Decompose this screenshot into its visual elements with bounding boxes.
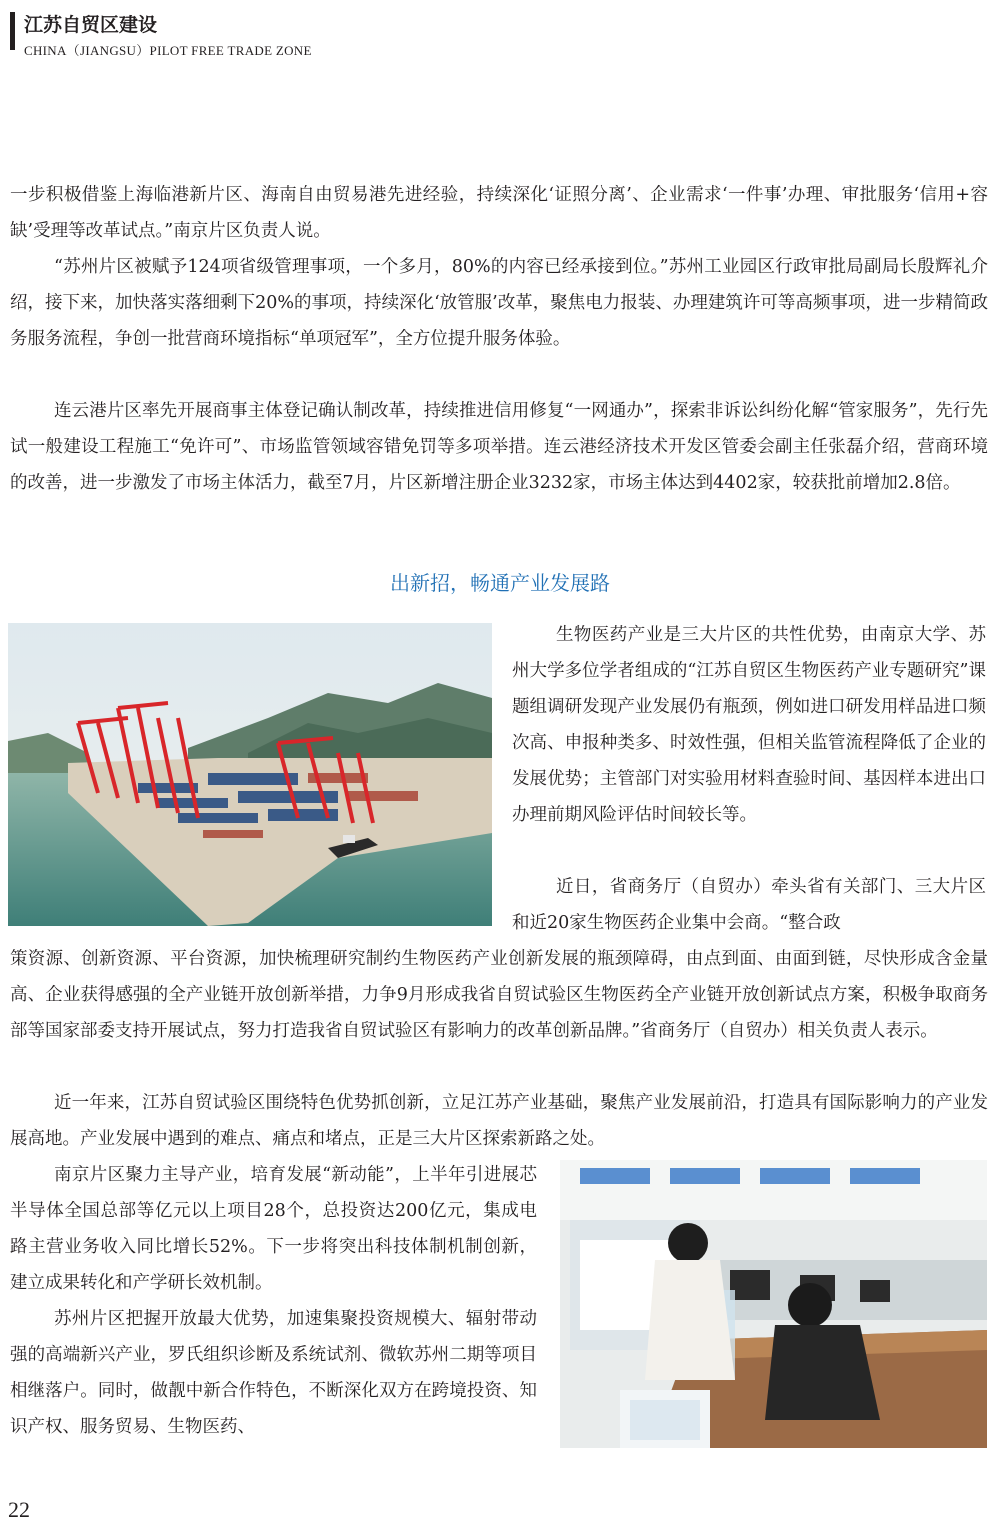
header-bar (10, 12, 15, 50)
paragraph-2: “苏州片区被赋予124项省级管理事项，一个多月，80%的内容已经承接到位。”苏州工业园区行政审批局副局长殷辉礼介绍，接下来，加快落实落细剩下20%的事项，持续深化‘放管服’改革，聚焦电力报装、办理建筑许可等高频事项，进一步精简政务服务流程，争创一批营商环境指标“单项冠军”，全方位提升服务体验。 (10, 257, 988, 349)
section-subheading: 出新招，畅通产业发展路 (390, 571, 610, 595)
header-title-en: CHINA（JIANGSU）PILOT FREE TRADE ZONE (24, 43, 312, 58)
paragraph-6: 近一年来，江苏自贸试验区围绕特色优势抓创新，立足江苏产业基础，聚焦产业发展前沿，打造具有国际影响力的产业发展高地。产业发展中遇到的难点、痛点和堵点，正是三大片区探索新路之处。 (10, 1093, 988, 1149)
paragraph-5-start: 近日，省商务厅（自贸办）牵头省有关部门、三大片区和近20家生物医药企业集中会商。“整合政 (512, 877, 986, 933)
paragraph-1: 一步积极借鉴上海临港新片区、海南自由贸易港先进经验，持续深化‘证照分离’、企业需求‘一件事’办理、审批服务‘信用+容缺’受理等改革试点。”南京片区负责人说。 (10, 185, 988, 241)
header-title-cn: 江苏自贸区建设 (24, 14, 158, 36)
paragraph-3: 连云港片区率先开展商事主体登记确认制改革，持续推进信用修复“一网通办”，探索非诉讼纠纷化解“管家服务”，先行先试一般建设工程施工“免许可”、市场监管领域容错免罚等多项举措。连云港经济技术开发区管委会副主任张磊介绍，营商环境的改善，进一步激发了市场主体活力，截至7月，片区新增注册企业3232家，市场主体达到4402家，较获批前增加2.8倍。 (10, 401, 988, 493)
paragraph-7: 南京片区聚力主导产业，培育发展“新动能”，上半年引进展芯半导体全国总部等亿元以上项目28个，总投资达200亿元，集成电路主营业务收入同比增长52%。下一步将突出科技体制机制创新，建立成果转化和产学研长效机制。 (10, 1165, 537, 1293)
paragraph-5-cont: 策资源、创新资源、平台资源，加快梳理研究制约生物医药产业创新发展的瓶颈障碍，由点到面、由面到链，尽快形成含金量高、企业获得感强的全产业链开放创新举措，力争9月形成我省自贸试验区生物医药全产业链开放创新试点方案，积极争取商务部等国家部委支持开展试点，努力打造我省自贸试验区有影响力的改革创新品牌。”省商务厅（自贸办）相关负责人表示。 (10, 949, 988, 1041)
paragraph-8: 苏州片区把握开放最大优势，加速集聚投资规模大、辐射带动强的高端新兴产业，罗氏组织诊断及系统试剂、微软苏州二期等项目相继落户。同时，做靓中新合作特色，不断深化双方在跨境投资、知识产权、服务贸易、生物医药、 (10, 1309, 537, 1437)
paragraph-4: 生物医药产业是三大片区的共性优势，由南京大学、苏州大学多位学者组成的“江苏自贸区生物医药产业专题研究”课题组调研发现产业发展仍有瓶颈，例如进口研发用样品进口频次高、申报种类多、时效性强，但相关监管流程降低了企业的发展优势；主管部门对实验用材料查验时间、基因样本进出口办理前期风险评估时间较长等。 (512, 625, 986, 825)
port-photo (8, 623, 492, 926)
service-hall-photo (560, 1160, 987, 1448)
page-number: 22 (8, 1497, 30, 1522)
